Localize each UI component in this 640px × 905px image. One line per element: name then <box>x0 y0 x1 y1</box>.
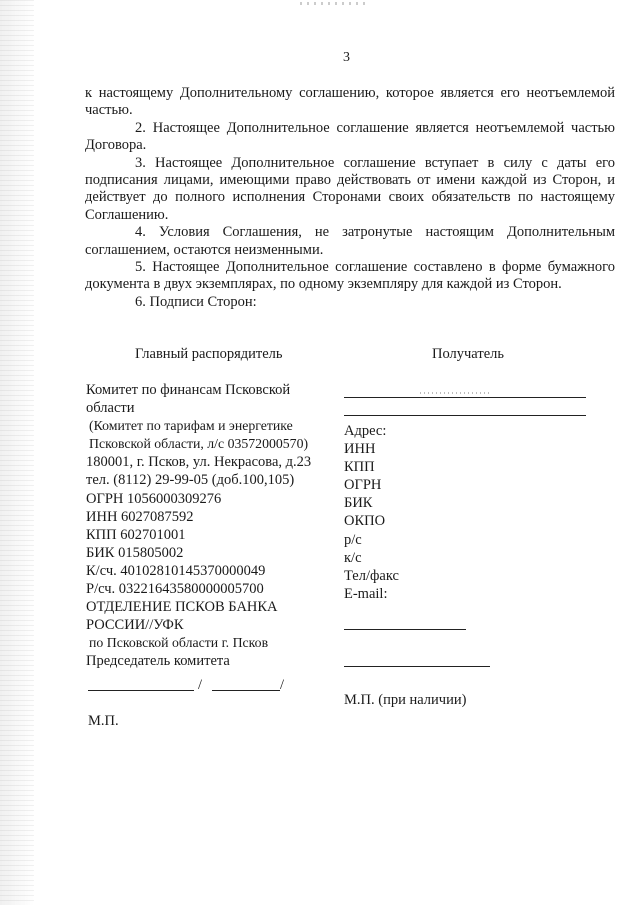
left-party-ks: К/сч. 40102810145370000049 <box>86 562 266 579</box>
left-party-details <box>86 381 346 671</box>
left-party-bank: ОТДЕЛЕНИЕ ПСКОВ БАНКА <box>86 599 278 616</box>
right-field-email: E-mail: <box>344 585 388 602</box>
right-field-okpo: ОКПО <box>344 513 386 530</box>
paragraph-4: 4. Условия Соглашения, не затронутые настоящим Дополнительным соглашением, остаются неизменными. <box>85 224 615 258</box>
right-name-line <box>344 666 490 667</box>
paragraph-continuation: к настоящему Дополнительному соглашению, которое является его неотъемлемой частью. <box>85 85 615 119</box>
right-name-line-2 <box>344 415 586 416</box>
left-party-name: Комитет по финансам Псковской <box>86 382 291 398</box>
right-signature-line <box>344 629 466 630</box>
left-party-rs: Р/сч. 03221643580000005700 <box>86 581 264 598</box>
left-party-sub: (Комитет по тарифам и энергетике <box>89 418 293 434</box>
left-party-ogrn: ОГРН 1056000309276 <box>86 490 222 507</box>
right-party-heading: Получатель <box>432 346 504 362</box>
left-party-kpp: КПП 602701001 <box>86 526 186 543</box>
left-party-address: 180001, г. Псков, ул. Некрасова, д.23 <box>86 454 312 471</box>
faint-scan-marks <box>420 392 490 394</box>
left-party-bank-region: по Псковской области г. Псков <box>89 635 269 651</box>
right-name-line-1 <box>344 397 586 398</box>
right-field-rs: р/с <box>344 531 362 548</box>
left-signature-line <box>88 690 194 691</box>
right-field-inn: ИНН <box>344 441 376 458</box>
left-party-name-cont: области <box>86 400 135 417</box>
right-field-ogrn: ОГРН <box>344 477 382 494</box>
right-field-bik: БИК <box>344 495 373 512</box>
right-field-ks: к/с <box>344 549 362 566</box>
paragraph-6: 6. Подписи Сторон: <box>135 293 257 310</box>
paragraph-3: 3. Настоящее Дополнительное соглашение вступает в силу с даты его подписания лицами, имеющими право действовать от имени каждой из Сторон, и действует до полного исполнения Сторонами своих обязательств по настоящему Соглашению. <box>85 154 615 223</box>
right-field-kpp: КПП <box>344 459 375 476</box>
left-party-inn: ИНН 6027087592 <box>86 508 194 525</box>
page-number: 3 <box>343 50 350 65</box>
left-stamp-label: М.П. <box>88 713 119 729</box>
right-stamp-label: М.П. (при наличии) <box>344 692 467 708</box>
left-party-heading: Главный распорядитель <box>135 346 283 362</box>
scan-noise-artifact <box>300 2 370 5</box>
left-party-phone: тел. (8112) 29-99-05 (доб.100,105) <box>86 472 295 489</box>
paragraph-5: 5. Настоящее Дополнительное соглашение составлено в форме бумажного документа в двух экземплярах, по одному экземпляру для каждой из Сторон. <box>85 259 615 293</box>
signature-separator-end: / <box>280 677 285 693</box>
signature-separator: / <box>198 677 203 693</box>
paragraph-2: 2. Настоящее Дополнительное соглашение является неотъемлемой частью Договора. <box>85 119 615 154</box>
right-field-phone-fax: Тел/факс <box>344 567 399 584</box>
left-party-signatory: Председатель комитета <box>86 653 230 670</box>
left-party-bank-cont: РОССИИ//УФК <box>86 617 184 634</box>
right-field-address: Адрес: <box>344 423 387 439</box>
left-party-sub-cont: Псковской области, л/с 03572000570) <box>89 436 309 452</box>
right-party-details <box>344 422 399 603</box>
left-party-bik: БИК 015805002 <box>86 544 184 561</box>
agreement-body <box>85 85 615 311</box>
scan-edge-artifact <box>0 0 34 905</box>
left-name-line <box>212 690 280 691</box>
